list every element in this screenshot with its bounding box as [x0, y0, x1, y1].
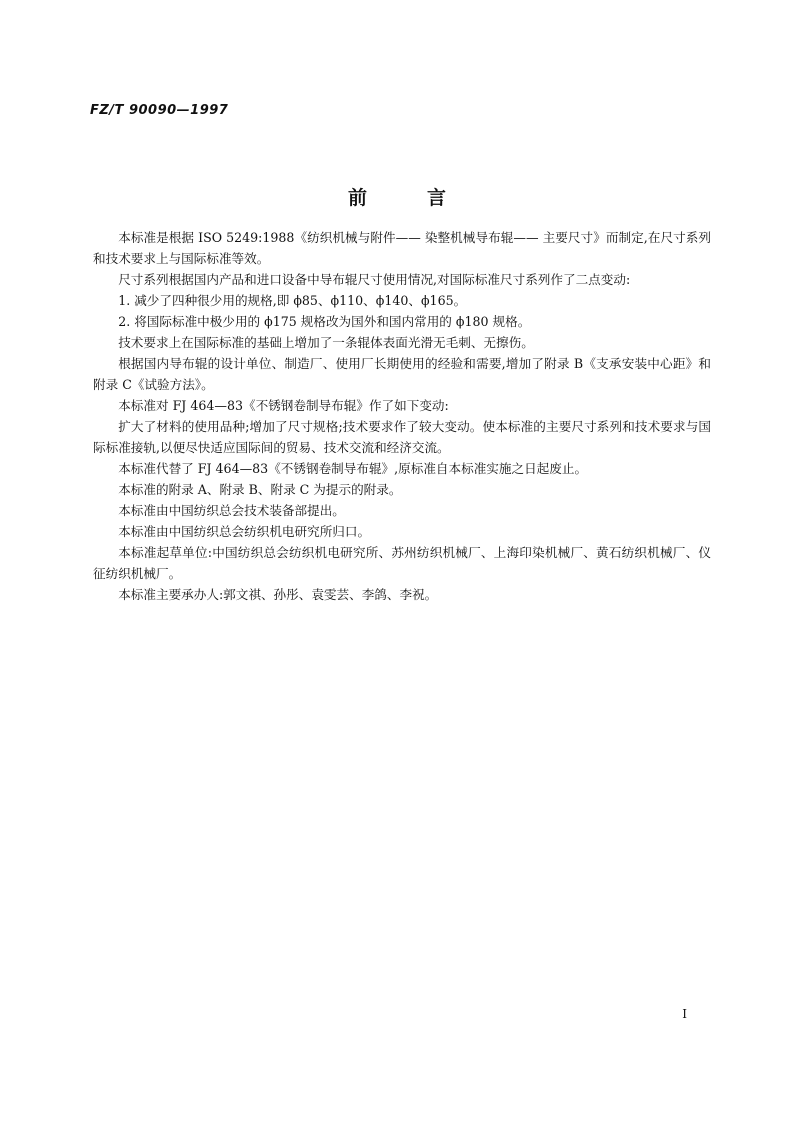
paragraph: 本标准由中国纺织总会纺织机电研究所归口。	[118, 524, 371, 539]
document-code: FZ/T 90090—1997	[90, 103, 229, 118]
paragraph: 本标准对 FJ 464—83《不锈钢卷制导布辊》作了如下变动:	[118, 398, 449, 413]
paragraph: 本标准起草单位:中国纺织总会纺织机电研究所、苏州纺织机械厂、上海印染机械厂、黄石纺织机械厂、仪征纺织机械厂。	[93, 545, 711, 581]
foreword-body	[93, 227, 711, 605]
paragraph: 本标准由中国纺织总会技术装备部提出。	[118, 503, 345, 518]
paragraph: 本标准代替了 FJ 464—83《不锈钢卷制导布辊》,原标准自本标准实施之日起废止。	[118, 461, 588, 476]
paragraph: 尺寸系列根据国内产品和进口设备中导布辊尺寸使用情况,对国际标准尺寸系列作了二点变动:	[118, 272, 631, 287]
paragraph: 本标准是根据 ISO 5249:1988《纺织机械与附件—— 染整机械导布辊—— 主要尺寸》而制定,在尺寸系列和技术要求上与国际标准等效。	[93, 230, 711, 266]
page-title	[0, 183, 794, 210]
title-char-1: 前	[347, 187, 367, 209]
paragraph: 2. 将国际标准中极少用的 ϕ175 规格改为国外和国内常用的 ϕ180 规格。	[118, 314, 531, 329]
page-number: I	[682, 1007, 687, 1021]
title-char-2: 言	[427, 187, 447, 209]
paragraph: 本标准的附录 A、附录 B、附录 C 为提示的附录。	[118, 482, 402, 497]
paragraph: 1. 减少了四种很少用的规格,即 ϕ85、ϕ110、ϕ140、ϕ165。	[118, 293, 467, 308]
paragraph: 技术要求上在国际标准的基础上增加了一条辊体表面光滑无毛刺、无擦伤。	[118, 335, 534, 350]
paragraph: 根据国内导布辊的设计单位、制造厂、使用厂长期使用的经验和需要,增加了附录 B《支承安装中心距》和附录 C《试验方法》。	[93, 356, 711, 392]
paragraph: 扩大了材料的使用品种;增加了尺寸规格;技术要求作了较大变动。使本标准的主要尺寸系列和技术要求与国际标准接轨,以便尽快适应国际间的贸易、技术交流和经济交流。	[93, 419, 711, 455]
paragraph: 本标准主要承办人:郭文祺、孙彤、袁雯芸、李鸽、李祝。	[118, 587, 438, 602]
